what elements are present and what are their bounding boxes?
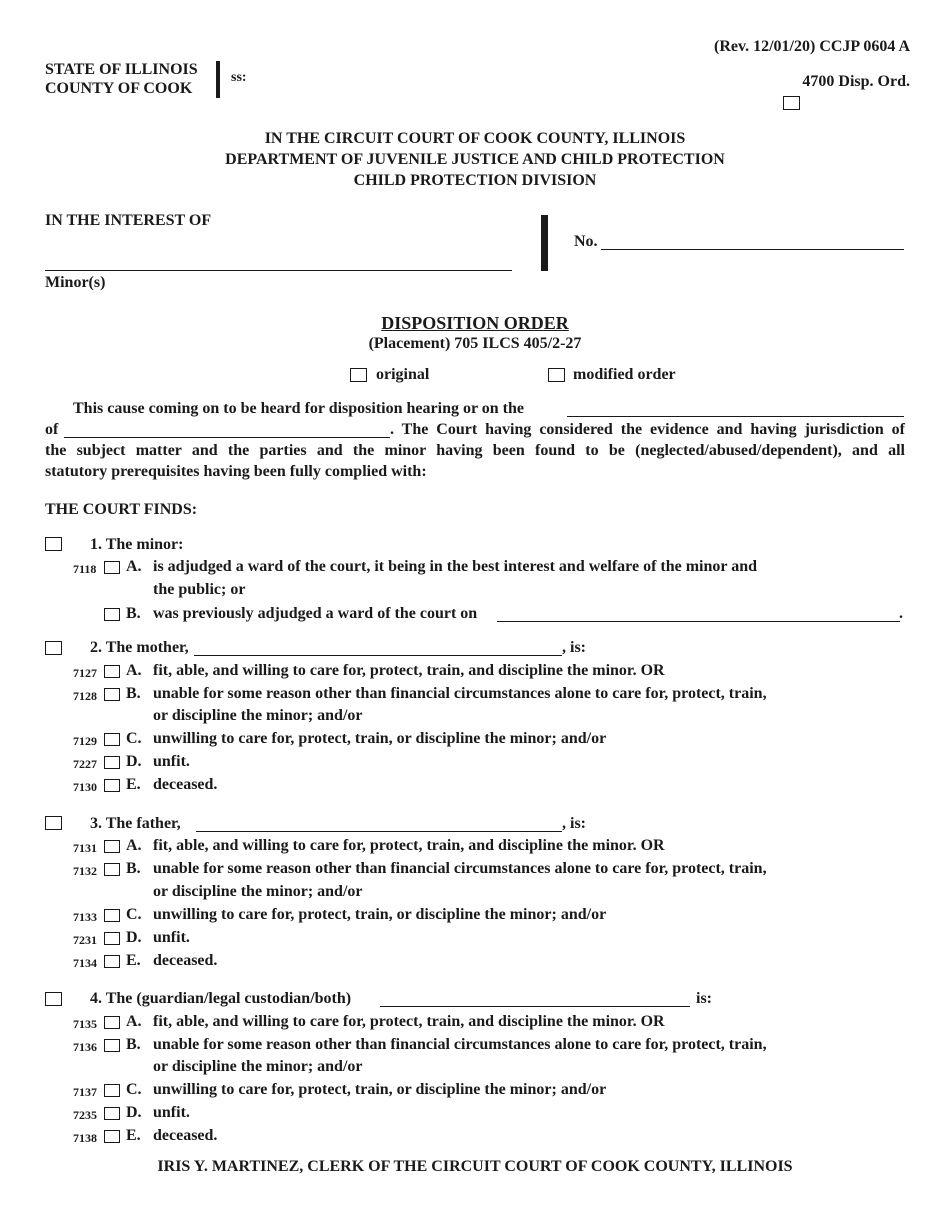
finding-4e-text: deceased. bbox=[153, 1127, 218, 1144]
finding-1a-checkbox[interactable] bbox=[104, 561, 120, 574]
finding-2b-text: unable for some reason other than financial circumstances alone to care for, protect, train, bbox=[153, 685, 767, 702]
court-name: IN THE CIRCUIT COURT OF COOK COUNTY, ILLINOIS bbox=[264, 130, 686, 147]
original-checkbox[interactable] bbox=[350, 368, 367, 382]
finding-1b-period: . bbox=[899, 605, 903, 622]
finding-4a-label: A. bbox=[126, 1013, 142, 1030]
code-7135: 7135 bbox=[73, 1017, 97, 1031]
finding-3a-checkbox[interactable] bbox=[104, 840, 120, 853]
code-7133: 7133 bbox=[73, 910, 97, 924]
finding-3c-text: unwilling to care for, protect, train, or discipline the minor; and/or bbox=[153, 906, 607, 923]
state-label: STATE OF ILLINOIS bbox=[45, 61, 198, 78]
finding-3d-checkbox[interactable] bbox=[104, 932, 120, 945]
code-7129: 7129 bbox=[73, 734, 97, 748]
finding-4c-label: C. bbox=[126, 1081, 142, 1098]
finding-3b-checkbox[interactable] bbox=[104, 863, 120, 876]
finding-4b-text: unable for some reason other than financial circumstances alone to care for, protect, train, bbox=[153, 1036, 767, 1053]
code-7118: 7118 bbox=[73, 562, 97, 576]
finding-1a-text-2: the public; or bbox=[153, 581, 246, 598]
order-subtitle: (Placement) 705 ILCS 405/2-27 bbox=[368, 335, 582, 352]
finding-1a-label: A. bbox=[126, 558, 142, 575]
finding-4b-checkbox[interactable] bbox=[104, 1039, 120, 1052]
modified-order-checkbox[interactable] bbox=[548, 368, 565, 382]
intro-line-2: . The Court having considered the evidence and having jurisdiction of bbox=[390, 421, 905, 438]
finding-4d-checkbox[interactable] bbox=[104, 1107, 120, 1120]
minor-name-field[interactable] bbox=[45, 270, 512, 271]
code-7138: 7138 bbox=[73, 1131, 97, 1145]
order-title: DISPOSITION ORDER bbox=[381, 313, 569, 333]
code-7231: 7231 bbox=[73, 933, 97, 947]
finding-2c-label: C. bbox=[126, 730, 142, 747]
finding-3-tail: , is: bbox=[562, 815, 586, 832]
finding-2-checkbox[interactable] bbox=[45, 641, 62, 655]
court-department: DEPARTMENT OF JUVENILE JUSTICE AND CHILD PROTECTION bbox=[225, 151, 725, 168]
finding-2b-label: B. bbox=[126, 685, 141, 702]
mother-name-field[interactable] bbox=[194, 655, 562, 656]
interest-of-label: IN THE INTEREST OF bbox=[45, 212, 212, 229]
court-division: CHILD PROTECTION DIVISION bbox=[353, 172, 597, 189]
code-7128: 7128 bbox=[73, 689, 97, 703]
finding-2-heading: 2. The mother, bbox=[90, 639, 189, 656]
finding-4-checkbox[interactable] bbox=[45, 992, 62, 1006]
finding-3-checkbox[interactable] bbox=[45, 816, 62, 830]
finding-2e-text: deceased. bbox=[153, 776, 218, 793]
code-7131: 7131 bbox=[73, 841, 97, 855]
finding-1-checkbox[interactable] bbox=[45, 537, 62, 551]
code-7235: 7235 bbox=[73, 1108, 97, 1122]
disposition-code-checkbox[interactable] bbox=[783, 96, 800, 110]
finding-1b-text: was previously adjudged a ward of the court on bbox=[153, 605, 478, 622]
finding-2-tail: , is: bbox=[562, 639, 586, 656]
finding-3e-checkbox[interactable] bbox=[104, 955, 120, 968]
ss-label: ss: bbox=[231, 70, 247, 85]
clerk-footer: IRIS Y. MARTINEZ, CLERK OF THE CIRCUIT COURT OF COOK COUNTY, ILLINOIS bbox=[157, 1158, 793, 1175]
guardian-name-field[interactable] bbox=[380, 1006, 690, 1007]
finding-2d-label: D. bbox=[126, 753, 142, 770]
finding-4e-checkbox[interactable] bbox=[104, 1130, 120, 1143]
court-finds-heading: THE COURT FINDS: bbox=[45, 501, 198, 518]
finding-3a-text: fit, able, and willing to care for, protect, train, and discipline the minor. OR bbox=[153, 837, 665, 854]
code-7137: 7137 bbox=[73, 1085, 97, 1099]
finding-3e-label: E. bbox=[126, 952, 141, 969]
finding-3a-label: A. bbox=[126, 837, 142, 854]
case-number-field[interactable] bbox=[601, 249, 904, 250]
finding-3b-text: unable for some reason other than financial circumstances alone to care for, protect, train, bbox=[153, 860, 767, 877]
hearing-type-field[interactable] bbox=[567, 416, 904, 417]
code-7127: 7127 bbox=[73, 666, 97, 680]
case-number-label: No. bbox=[574, 233, 598, 250]
finding-4b-text-2: or discipline the minor; and/or bbox=[153, 1058, 363, 1075]
hearing-date-field[interactable] bbox=[64, 437, 390, 438]
code-7227: 7227 bbox=[73, 757, 97, 771]
code-7134: 7134 bbox=[73, 956, 97, 970]
county-label: COUNTY OF COOK bbox=[45, 80, 193, 97]
finding-4d-label: D. bbox=[126, 1104, 142, 1121]
disposition-code: 4700 Disp. Ord. bbox=[802, 73, 910, 90]
form-revision: (Rev. 12/01/20) CCJP 0604 A bbox=[714, 38, 910, 55]
finding-1b-label: B. bbox=[126, 605, 141, 622]
finding-2e-checkbox[interactable] bbox=[104, 779, 120, 792]
intro-of: of bbox=[45, 421, 59, 438]
finding-2a-checkbox[interactable] bbox=[104, 665, 120, 678]
finding-4a-checkbox[interactable] bbox=[104, 1016, 120, 1029]
ward-date-field[interactable] bbox=[497, 621, 900, 622]
code-7132: 7132 bbox=[73, 864, 97, 878]
intro-line-1: This cause coming on to be heard for disposition hearing or on the bbox=[73, 400, 525, 417]
finding-4-tail: is: bbox=[696, 990, 712, 1007]
finding-3d-label: D. bbox=[126, 929, 142, 946]
finding-2a-text: fit, able, and willing to care for, protect, train, and discipline the minor. OR bbox=[153, 662, 665, 679]
finding-2a-label: A. bbox=[126, 662, 142, 679]
caption-divider bbox=[541, 215, 548, 271]
finding-2e-label: E. bbox=[126, 776, 141, 793]
finding-4b-label: B. bbox=[126, 1036, 141, 1053]
finding-3c-label: C. bbox=[126, 906, 142, 923]
finding-1a-text: is adjudged a ward of the court, it being in the best interest and welfare of the minor and bbox=[153, 558, 757, 575]
finding-2d-text: unfit. bbox=[153, 753, 190, 770]
finding-3-heading: 3. The father, bbox=[90, 815, 181, 832]
finding-2b-text-2: or discipline the minor; and/or bbox=[153, 707, 363, 724]
venue-bracket bbox=[216, 61, 220, 98]
finding-1b-checkbox[interactable] bbox=[104, 608, 120, 621]
finding-4c-checkbox[interactable] bbox=[104, 1084, 120, 1097]
finding-3d-text: unfit. bbox=[153, 929, 190, 946]
father-name-field[interactable] bbox=[196, 831, 562, 832]
finding-2d-checkbox[interactable] bbox=[104, 756, 120, 769]
finding-2c-checkbox[interactable] bbox=[104, 733, 120, 746]
finding-3b-text-2: or discipline the minor; and/or bbox=[153, 883, 363, 900]
code-7136: 7136 bbox=[73, 1040, 97, 1054]
finding-1-heading: 1. The minor: bbox=[90, 536, 184, 553]
finding-3c-checkbox[interactable] bbox=[104, 909, 120, 922]
finding-4c-text: unwilling to care for, protect, train, or discipline the minor; and/or bbox=[153, 1081, 607, 1098]
finding-3b-label: B. bbox=[126, 860, 141, 877]
code-7130: 7130 bbox=[73, 780, 97, 794]
finding-4-heading: 4. The (guardian/legal custodian/both) bbox=[90, 990, 352, 1007]
finding-2b-checkbox[interactable] bbox=[104, 688, 120, 701]
finding-4a-text: fit, able, and willing to care for, protect, train, and discipline the minor. OR bbox=[153, 1013, 665, 1030]
finding-4e-label: E. bbox=[126, 1127, 141, 1144]
intro-line-4: statutory prerequisites having been fully complied with: bbox=[45, 463, 427, 480]
original-label: original bbox=[376, 366, 430, 383]
modified-order-label: modified order bbox=[573, 366, 676, 383]
minors-label: Minor(s) bbox=[45, 274, 106, 291]
finding-4d-text: unfit. bbox=[153, 1104, 190, 1121]
finding-3e-text: deceased. bbox=[153, 952, 218, 969]
finding-2c-text: unwilling to care for, protect, train, or discipline the minor; and/or bbox=[153, 730, 607, 747]
intro-line-3: the subject matter and the parties and the minor having been found to be (neglected/abused/dependent), and all bbox=[45, 442, 905, 459]
